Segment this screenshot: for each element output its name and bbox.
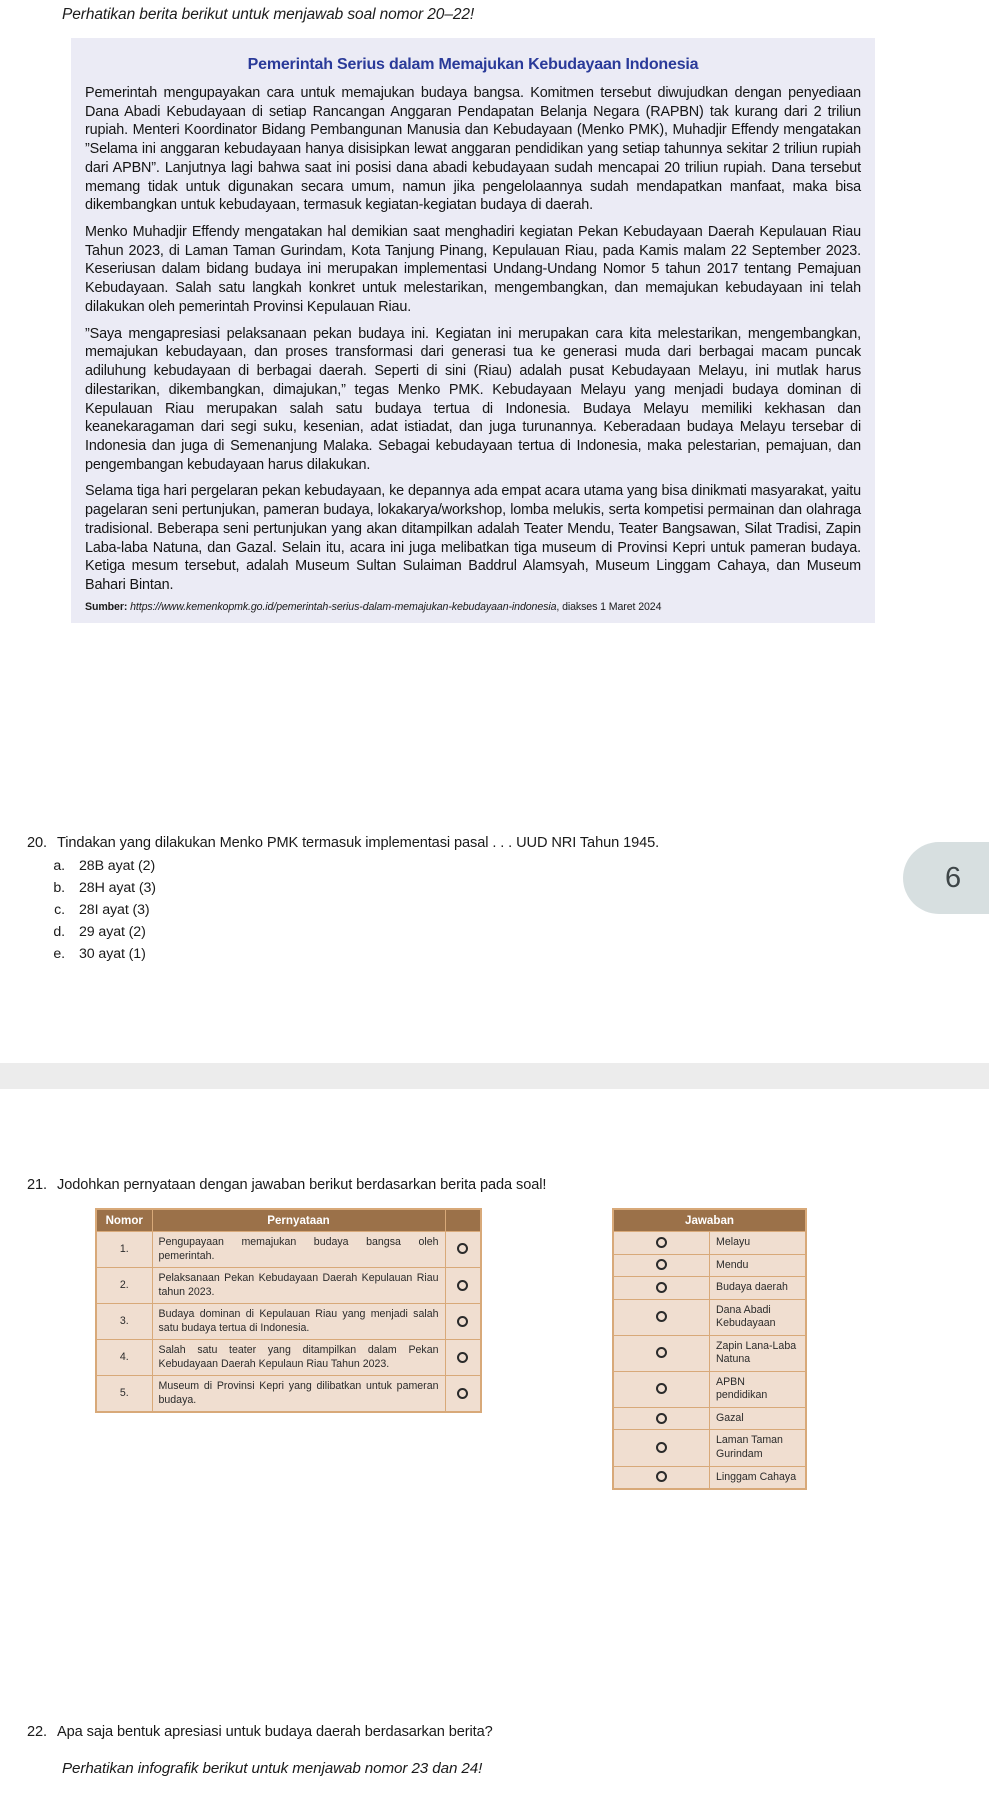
source-label: Sumber:: [85, 600, 128, 613]
statement-match-dot[interactable]: [445, 1340, 481, 1376]
statement-number: 2.: [96, 1268, 152, 1304]
page-number: 6: [945, 861, 962, 894]
question-22-text: Apa saja bentuk apresiasi untuk budaya daerah berdasarkan berita?: [57, 1724, 493, 1740]
statement-table: [95, 1208, 482, 1413]
question-21-text: Jodohkan pernyataan dengan jawaban berikut berdasarkan berita pada soal!: [57, 1177, 547, 1193]
table-row: [613, 1371, 806, 1407]
table-row: [96, 1340, 481, 1376]
article-paragraph-4: Selama tiga hari pergelaran pekan kebudayaan, ke depannya ada empat acara utama yang bisa dinikmati masyarakat, yaitu pagelaran seni pertunjukan, pameran budaya, lokakarya/workshop, lomba melukis, serta kompetisi permainan dan olahraga tradisional. Beberapa seni pertunjukan yang akan ditampilkan adalah Teater Mendu, Teater Bangsawan, Silat Tradisi, Zapin Laba-laba Natuna, dan Gazal. Selain itu, acara ini juga melibatkan tiga museum di Provinsi Kepri untuk pameran budaya. Ketiga mesum tersebut, adalah Museum Sultan Sulaiman Baddrul Alamsyah, Museum Linggam Cahaya, dan Museum Bahari Bintan.: [85, 483, 861, 593]
article-paragraph-3: ”Saya mengapresiasi pelaksanaan pekan budaya ini. Kegiatan ini merupakan cara kita melestarikan, mengembangkan, memajukan kebudayaan, dan proses transformasi dari generasi tua ke generasi muda dari berbagai macam puncak adiluhung kebudayaan di berbagai daerah. Seperti di sini (Riau) adalah pusat Kebudayaan Melayu, ini mutlak harus dilestarikan, dikembangkan, dimajukan,” tegas Menko PMK. Kebudayaan Melayu yang menjadi budaya dominan di Kepulauan Riau merupakan salah satu budaya tertua di Indonesia. Budaya Melayu memiliki kekhasan dan keanekaragaman dari segi suku, kesenian, adat istiadat, dan juga turunannya. Keberadaan budaya Melayu tersebar di Indonesia dan juga di Semenanjung Malaka. Sebagai kebudayaan tertua di Indonesia, maka pelestarian, pemajuan, dan pengembangan kebudayaan harus dilakukan.: [85, 325, 861, 473]
statement-number: 5.: [96, 1376, 152, 1413]
question-20-option-e[interactable]: [27, 946, 907, 962]
option-letter: d.: [53, 924, 65, 940]
answer-match-dot[interactable]: [613, 1254, 710, 1277]
match-dot-icon[interactable]: [656, 1442, 667, 1453]
question-20-number: 20.: [27, 835, 47, 851]
question-20-option-d[interactable]: [27, 924, 907, 940]
match-dot-icon[interactable]: [656, 1282, 667, 1293]
source-accessed: , diakses 1 Maret 2024: [556, 600, 662, 613]
question-20-text: Tindakan yang dilakukan Menko PMK termasuk implementasi pasal . . . UUD NRI Tahun 1945.: [57, 835, 660, 851]
match-dot-icon[interactable]: [457, 1280, 468, 1291]
statement-text: Salah satu teater yang ditampilkan dalam Pekan Kebudayaan Daerah Kepulaun Riau Tahun 2023.: [152, 1340, 445, 1376]
answer-match-dot[interactable]: [613, 1232, 710, 1255]
match-dot-icon[interactable]: [457, 1388, 468, 1399]
statement-match-dot[interactable]: [445, 1304, 481, 1340]
answer-match-dot[interactable]: [613, 1371, 710, 1407]
answer-match-dot[interactable]: [613, 1407, 710, 1430]
section-divider-band: [0, 1063, 989, 1089]
statement-text: Pengupayaan memajukan budaya bangsa oleh pemerintah.: [152, 1232, 445, 1268]
table-row: [613, 1335, 806, 1371]
article-box: [71, 38, 875, 623]
match-dot-icon[interactable]: [656, 1311, 667, 1322]
question-22-prompt: [27, 1724, 927, 1740]
article-paragraph-1: Pemerintah mengupayakan cara untuk memajukan budaya bangsa. Komitmen tersebut diwujudkan dengan penyediaan Dana Abadi Kebudayaan di setiap Rancangan Anggaran Pendapatan Belanja Negara (RAPBN) tak kurang dari 2 triliun rupiah. Menteri Koordinator Bidang Pembangunan Manusia dan Kebudayaan (Menko PMK), Muhadjir Effendy mengatakan ”Selama ini anggaran kebudayaan hanya disisipkan lewat anggaran pendidikan yang setiap tahunnya sekitar 2 triliun rupiah dari APBN”. Lanjutnya lagi bahwa saat ini posisi dana abadi kebudayaan sudah mencapai 20 triliun rupiah. Dana tersebut memang tidak untuk digunakan secara umum, namun jika pengelolaannya sudah mendapatkan manfaat, maka bisa dikembangkan untuk kebudayaan, termasuk kegiatan-kegiatan budaya di daerah.: [85, 85, 861, 214]
match-dot-icon[interactable]: [457, 1316, 468, 1327]
option-letter: e.: [53, 946, 65, 962]
statement-number: 3.: [96, 1304, 152, 1340]
table-row: [96, 1268, 481, 1304]
answer-text: Zapin Lana-Laba Natuna: [710, 1335, 807, 1371]
match-dot-icon[interactable]: [656, 1383, 667, 1394]
source-url: https://www.kemenkopmk.go.id/pemerintah-serius-dalam-memajukan-kebudayaan-indonesia: [130, 600, 557, 613]
intro-instruction: Perhatikan berita berikut untuk menjawab soal nomor 20–22!: [62, 6, 475, 23]
option-letter: c.: [54, 902, 65, 918]
match-dot-icon[interactable]: [656, 1413, 667, 1424]
answer-match-dot[interactable]: [613, 1466, 710, 1489]
header-match: [445, 1209, 481, 1232]
page-number-badge: [903, 842, 989, 914]
table-row: [613, 1466, 806, 1489]
question-20-prompt: [27, 835, 907, 851]
answer-match-dot[interactable]: [613, 1335, 710, 1371]
table-row: [613, 1254, 806, 1277]
question-21-prompt: [27, 1177, 927, 1193]
statement-text: Pelaksanaan Pekan Kebudayaan Daerah Kepulauan Riau tahun 2023.: [152, 1268, 445, 1304]
question-20-option-a[interactable]: [27, 858, 907, 874]
question-20: [27, 835, 907, 968]
match-dot-icon[interactable]: [457, 1243, 468, 1254]
answer-match-dot[interactable]: [613, 1430, 710, 1466]
match-dot-icon[interactable]: [656, 1237, 667, 1248]
match-dot-icon[interactable]: [656, 1347, 667, 1358]
answer-text: Melayu: [710, 1232, 807, 1255]
answer-table: [612, 1208, 807, 1490]
answer-text: Dana Abadi Kebudayaan: [710, 1299, 807, 1335]
option-letter: a.: [53, 858, 65, 874]
question-22: [27, 1724, 927, 1740]
statement-match-dot[interactable]: [445, 1268, 481, 1304]
table-row: [613, 1407, 806, 1430]
match-dot-icon[interactable]: [656, 1259, 667, 1270]
table-row: [613, 1277, 806, 1300]
answer-text: Budaya daerah: [710, 1277, 807, 1300]
answer-text: Laman Taman Gurindam: [710, 1430, 807, 1466]
answer-table-header-row: [613, 1209, 806, 1232]
table-row: [613, 1232, 806, 1255]
option-letter: b.: [53, 880, 65, 896]
trailing-instruction: Perhatikan infografik berikut untuk menjawab nomor 23 dan 24!: [62, 1760, 483, 1777]
answer-match-dot[interactable]: [613, 1277, 710, 1300]
question-20-options: [27, 858, 907, 962]
table-row: [96, 1304, 481, 1340]
statement-text: Museum di Provinsi Kepri yang dilibatkan untuk pameran budaya.: [152, 1376, 445, 1413]
option-text: 28H ayat (3): [79, 880, 156, 896]
answer-text: APBN pendidikan: [710, 1371, 807, 1407]
question-21-number: 21.: [27, 1177, 47, 1193]
question-20-option-c[interactable]: [27, 902, 907, 918]
article-source: [85, 601, 861, 613]
table-row: [613, 1299, 806, 1335]
article-paragraph-2: Menko Muhadjir Effendy mengatakan hal demikian saat menghadiri kegiatan Pekan Kebudayaan Daerah Kepulauan Riau Tahun 2023, di Laman Taman Gurindam, Kota Tanjung Pinang, Kepulauan Riau, pada Kamis malam 22 September 2023. Keseriusan dalam bidang budaya ini merupakan implementasi Undang-Undang Nomor 5 tahun 2017 tentang Pemajuan Kebudayaan. Salah satu langkah konkret untuk melestarikan, mengembangkan, dan memajukan kebudayaan ini telah dilakukan oleh pemerintah Provinsi Kepulauan Riau.: [85, 224, 861, 315]
header-nomor: Nomor: [96, 1209, 152, 1232]
question-22-number: 22.: [27, 1724, 47, 1740]
article-title: Pemerintah Serius dalam Memajukan Kebudayaan Indonesia: [247, 56, 699, 73]
table-row: [96, 1232, 481, 1268]
option-text: 29 ayat (2): [79, 924, 146, 940]
header-jawaban: Jawaban: [613, 1209, 806, 1232]
answer-text: Mendu: [710, 1254, 807, 1277]
answer-text: Linggam Cahaya: [710, 1466, 807, 1489]
question-21: [27, 1177, 927, 1193]
table-row: [613, 1430, 806, 1466]
header-pernyataan: Pernyataan: [152, 1209, 445, 1232]
match-dot-icon[interactable]: [457, 1352, 468, 1363]
answer-match-dot[interactable]: [613, 1299, 710, 1335]
statement-text: Budaya dominan di Kepulauan Riau yang menjadi salah satu budaya tertua di Indonesia.: [152, 1304, 445, 1340]
option-text: 30 ayat (1): [79, 946, 146, 962]
option-text: 28B ayat (2): [79, 858, 156, 874]
table-row: [96, 1376, 481, 1413]
option-text: 28I ayat (3): [79, 902, 150, 918]
statement-number: 4.: [96, 1340, 152, 1376]
answer-text: Gazal: [710, 1407, 807, 1430]
question-20-option-b[interactable]: [27, 880, 907, 896]
statement-match-dot[interactable]: [445, 1232, 481, 1268]
statement-match-dot[interactable]: [445, 1376, 481, 1413]
match-dot-icon[interactable]: [656, 1471, 667, 1482]
statement-number: 1.: [96, 1232, 152, 1268]
statement-table-header-row: [96, 1209, 481, 1232]
